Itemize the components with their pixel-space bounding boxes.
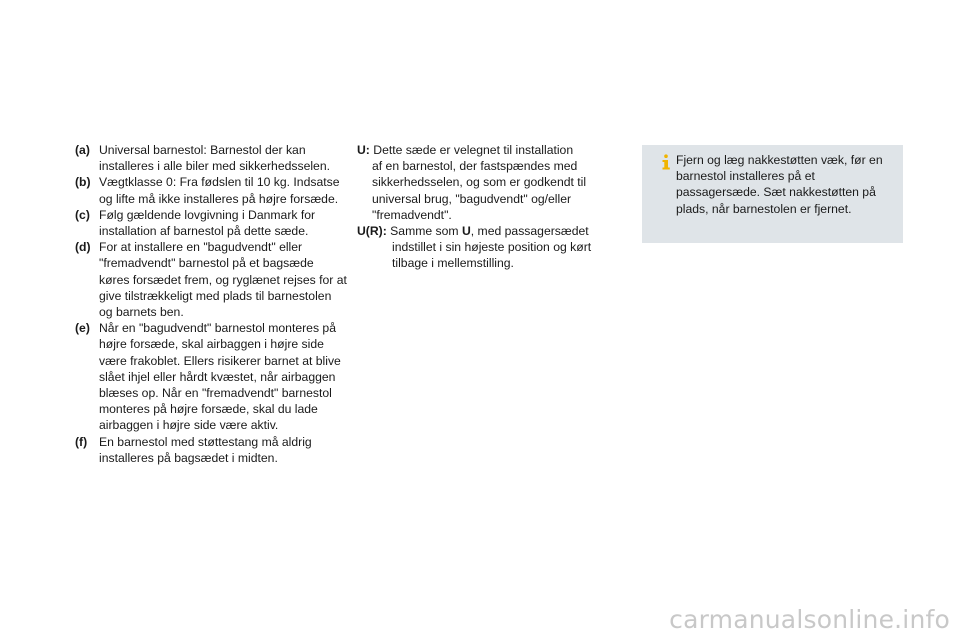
legend-u-continuation: af en barnestol, der fastspændes med sikkerhedsselen, og som er godkendt til universal brug, "bagudvendt" og/eller "fremadvendt". xyxy=(372,159,587,222)
note-e xyxy=(75,320,347,433)
note-label: (b) xyxy=(75,175,91,190)
legend-ur-continuation: indstillet i sin højeste position og kørt tilbage i mellemstilling. xyxy=(392,240,592,271)
note-c xyxy=(75,207,347,239)
legend-u-first-line xyxy=(357,142,597,158)
note-label: (f) xyxy=(75,434,88,449)
legend-ur xyxy=(357,223,597,272)
watermark: carmanualsonline.info xyxy=(669,605,950,634)
legend-u-first-text: Dette sæde er velegnet til installation xyxy=(373,143,574,157)
note-f xyxy=(75,434,347,466)
note-b xyxy=(75,174,347,206)
legend-u-label: U: xyxy=(357,143,370,157)
info-text: Fjern og læg nakkestøtten væk, før en barnestol installeres på et passagersæde. Sæt nakkestøtten på plads, når barnestolen er fjernet. xyxy=(676,153,883,216)
note-label: (c) xyxy=(75,207,90,222)
note-label: (d) xyxy=(75,240,91,255)
note-d xyxy=(75,239,347,320)
note-text: Universal barnestol: Barnestol der kan installeres i alle biler med sikkerhedsselen. xyxy=(99,143,330,174)
legend-ur-post: , med passagersædet xyxy=(470,224,589,239)
notes-list xyxy=(75,142,347,466)
note-label: (e) xyxy=(75,321,90,336)
legend-ur-bold: U xyxy=(461,224,471,239)
legend-ur-pre: Samme som xyxy=(390,224,462,239)
legend-ur-first-line xyxy=(357,223,597,239)
note-text: En barnestol med støttestang må aldrig installeres på bagsædet i midten. xyxy=(99,434,312,465)
note-text: For at installere en "bagudvendt" eller "fremadvendt" barnestol på et bagsæde køres forsædet frem, og ryglænet rejses for at give tilstrækkeligt med plads til barnestolen og barnets ben. xyxy=(99,240,347,320)
note-label: (a) xyxy=(75,143,90,157)
legend-u xyxy=(357,142,597,223)
note-text: Vægtklasse 0: Fra fødslen til 10 kg. Indsatse og lifte må ikke installeres på højre forsæde. xyxy=(99,175,340,206)
info-box xyxy=(642,145,903,243)
info-icon xyxy=(659,154,673,170)
note-text: Når en "bagudvendt" barnestol monteres på højre forsæde, skal airbaggen i højre side være frakoblet. Ellers risikerer barnet at blive slået ihjel eller hårdt kvæstet, når airbaggen blæses op. Når en "fremadvendt" barnestol monteres på højre forsæde, skal du lade airbaggen i højre side være aktiv. xyxy=(99,321,341,433)
note-a xyxy=(75,142,347,174)
legend-ur-label: U(R): xyxy=(357,224,387,239)
note-text: Følg gældende lovgivning i Danmark for installation af barnestol på dette sæde. xyxy=(99,207,316,239)
seat-code-legend xyxy=(357,142,597,272)
